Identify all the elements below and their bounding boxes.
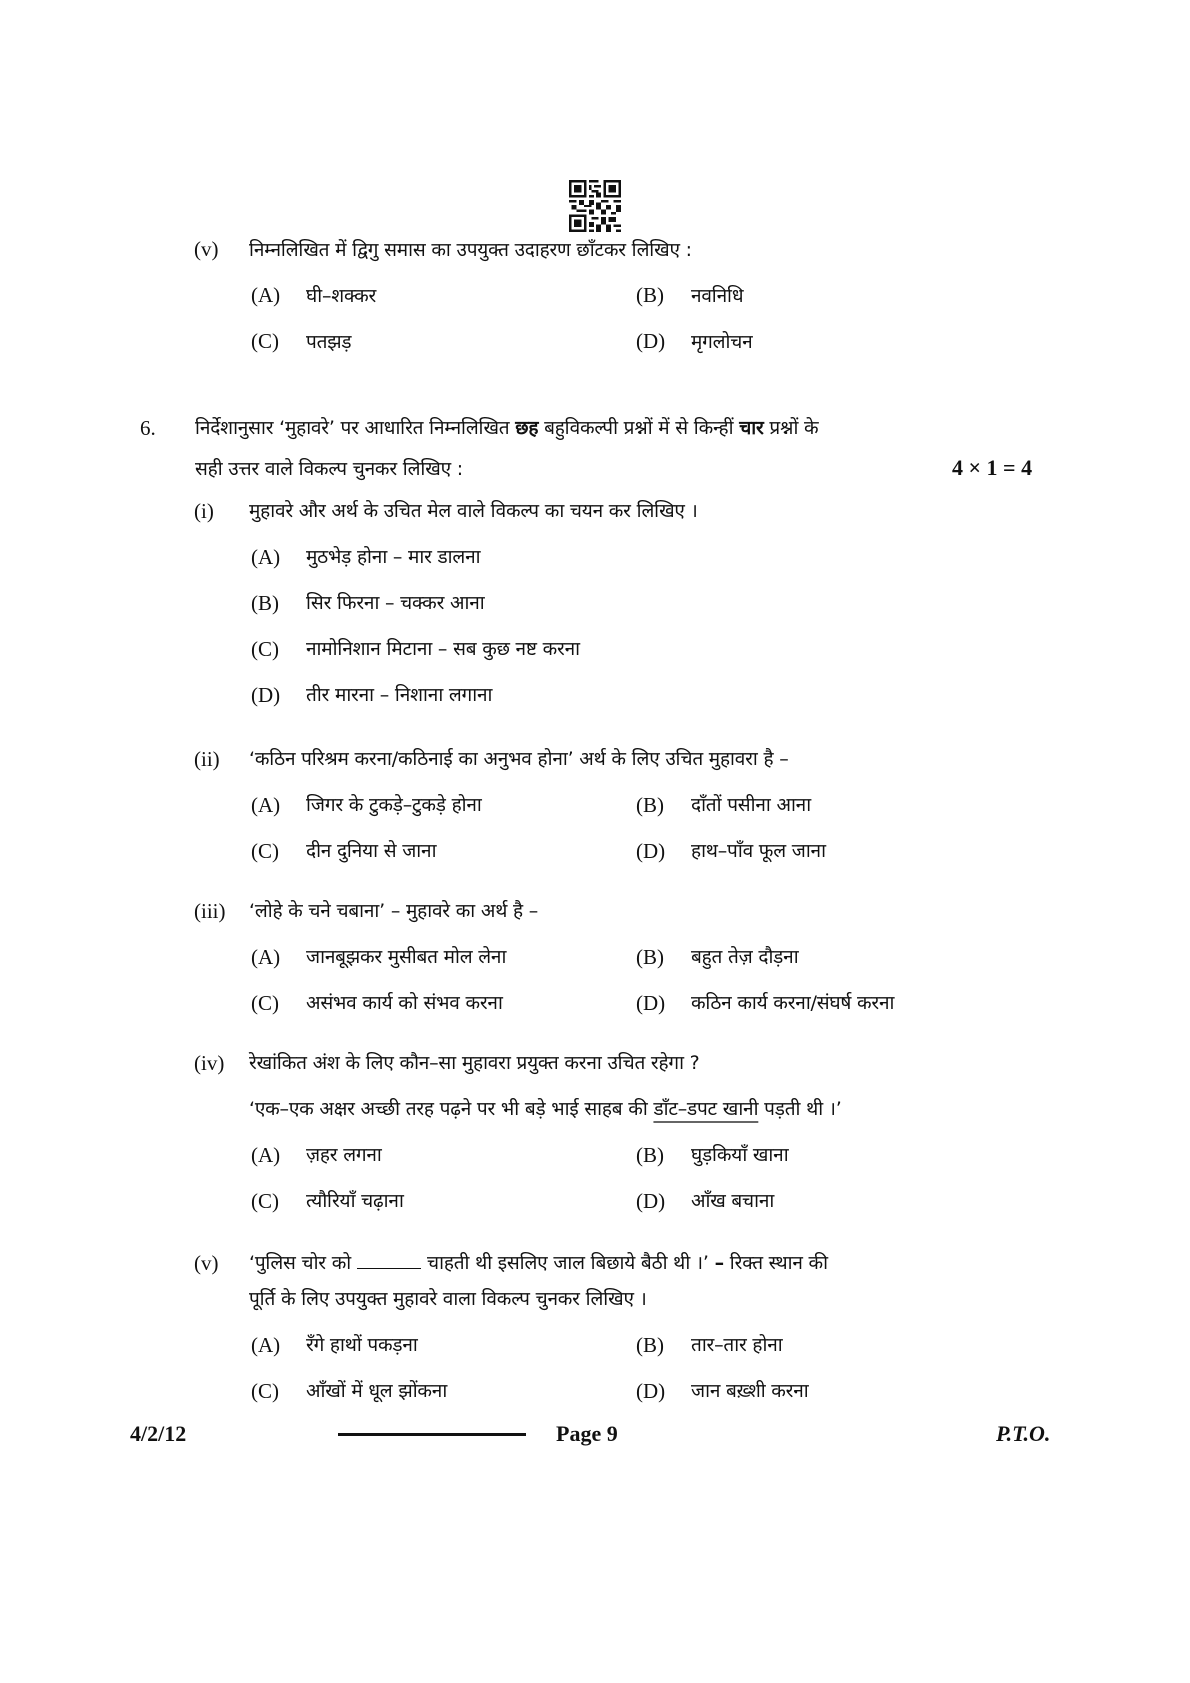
- option-label: (C): [251, 1379, 279, 1403]
- option-text: नवनिधि: [691, 285, 744, 307]
- option-label: (B): [636, 793, 664, 817]
- option-label: (A): [251, 945, 281, 969]
- qr-code-icon: [569, 180, 621, 232]
- example-sentence: ‘एक–एक अक्षर अच्छी तरह पढ़ने पर भी बड़े भाई साहब की डाँट–डपट खानी पड़ती थी ।’: [249, 1098, 842, 1120]
- option-text: आँखों में धूल झोंकना: [306, 1380, 448, 1402]
- option-label: (D): [636, 839, 666, 863]
- underlined-phrase: डाँट–डपट खानी: [653, 1098, 759, 1120]
- option-text: कठिन कार्य करना/संघर्ष करना: [691, 992, 895, 1014]
- question-text: रेखांकित अंश के लिए कौन–सा मुहावरा प्रयुक्त करना उचित रहेगा ?: [249, 1052, 700, 1074]
- option-text: मृगलोचन: [691, 331, 753, 353]
- option-text: मुठभेड़ होना – मार डालना: [306, 546, 481, 568]
- option-label: (D): [636, 1379, 666, 1403]
- option-label: (A): [251, 793, 281, 817]
- option-label: (D): [636, 1189, 666, 1213]
- paper-code: 4/2/12: [130, 1421, 187, 1446]
- footer-divider: [338, 1433, 526, 1436]
- option-label: (A): [251, 1333, 281, 1357]
- option-text: नामोनिशान मिटाना – सब कुछ नष्ट करना: [306, 638, 580, 660]
- question-text: निम्नलिखित में द्विगु समास का उपयुक्त उदाहरण छाँटकर लिखिए :: [249, 239, 692, 261]
- question-number: (ii): [194, 747, 220, 771]
- option-text: तीर मारना – निशाना लगाना: [306, 684, 493, 706]
- please-turn-over: P.T.O.: [996, 1421, 1051, 1446]
- option-label: (B): [636, 1333, 664, 1357]
- option-text: आँख बचाना: [691, 1190, 775, 1212]
- option-label: (C): [251, 329, 279, 353]
- option-text: घुड़कियाँ खाना: [691, 1144, 789, 1166]
- question-number: (iii): [194, 899, 226, 923]
- option-text: जिगर के टुकड़े–टुकड़े होना: [306, 794, 482, 816]
- marks-allocation: 4 × 1 = 4: [952, 455, 1033, 480]
- question-text: मुहावरे और अर्थ के उचित मेल वाले विकल्प का चयन कर लिखिए ।: [249, 500, 698, 522]
- option-text: तार–तार होना: [691, 1334, 783, 1356]
- option-text: बहुत तेज़ दौड़ना: [691, 946, 799, 968]
- question-number: (v): [194, 237, 219, 261]
- option-text: सिर फिरना – चक्कर आना: [306, 592, 485, 614]
- question-instruction-line1: निर्देशानुसार ‘मुहावरे’ पर आधारित निम्नलिखित छह बहुविकल्पी प्रश्नों में से किन्हीं चार प्रश्नों के: [195, 417, 819, 439]
- option-text: दीन दुनिया से जाना: [306, 840, 437, 862]
- option-label: (B): [251, 591, 279, 615]
- option-label: (C): [251, 839, 279, 863]
- option-text: घी–शक्कर: [306, 285, 377, 307]
- question-text-line1: ‘पुलिस चोर को चाहती थी इसलिए जाल बिछाये बैठी थी ।’ – रिक्त स्थान की: [249, 1252, 828, 1274]
- option-label: (A): [251, 545, 281, 569]
- option-text: हाथ–पाँव फूल जाना: [691, 840, 826, 862]
- option-text: दाँतों पसीना आना: [691, 794, 811, 816]
- option-label: (B): [636, 283, 664, 307]
- option-label: (A): [251, 283, 281, 307]
- option-label: (B): [636, 1143, 664, 1167]
- option-label: (C): [251, 991, 279, 1015]
- fill-in-blank: [357, 1250, 421, 1269]
- option-text: ज़हर लगना: [306, 1144, 382, 1166]
- question-text: ‘लोहे के चने चबाना’ – मुहावरे का अर्थ है –: [249, 900, 538, 922]
- option-text: त्यौरियाँ चढ़ाना: [306, 1190, 404, 1212]
- option-label: (C): [251, 637, 279, 661]
- option-text: जानबूझकर मुसीबत मोल लेना: [306, 946, 507, 968]
- option-label: (B): [636, 945, 664, 969]
- page-number: Page 9: [556, 1421, 618, 1446]
- question-number: (iv): [194, 1051, 225, 1075]
- option-label: (D): [636, 329, 666, 353]
- option-label: (D): [636, 991, 666, 1015]
- question-number: (i): [194, 499, 214, 523]
- option-text: पतझड़: [306, 331, 352, 353]
- option-text: असंभव कार्य को संभव करना: [306, 992, 503, 1014]
- question-instruction-line2: सही उत्तर वाले विकल्प चुनकर लिखिए :: [195, 458, 463, 480]
- option-label: (A): [251, 1143, 281, 1167]
- question-number: (v): [194, 1251, 219, 1275]
- question-number: 6.: [140, 416, 156, 440]
- option-label: (C): [251, 1189, 279, 1213]
- option-text: जान बख़्शी करना: [691, 1380, 809, 1402]
- question-text: ‘कठिन परिश्रम करना/कठिनाई का अनुभव होना’ अर्थ के लिए उचित मुहावरा है –: [249, 748, 789, 770]
- question-text-line2: पूर्ति के लिए उपयुक्त मुहावरे वाला विकल्प चुनकर लिखिए ।: [249, 1288, 647, 1310]
- option-text: रँगे हाथों पकड़ना: [306, 1334, 418, 1356]
- option-label: (D): [251, 683, 281, 707]
